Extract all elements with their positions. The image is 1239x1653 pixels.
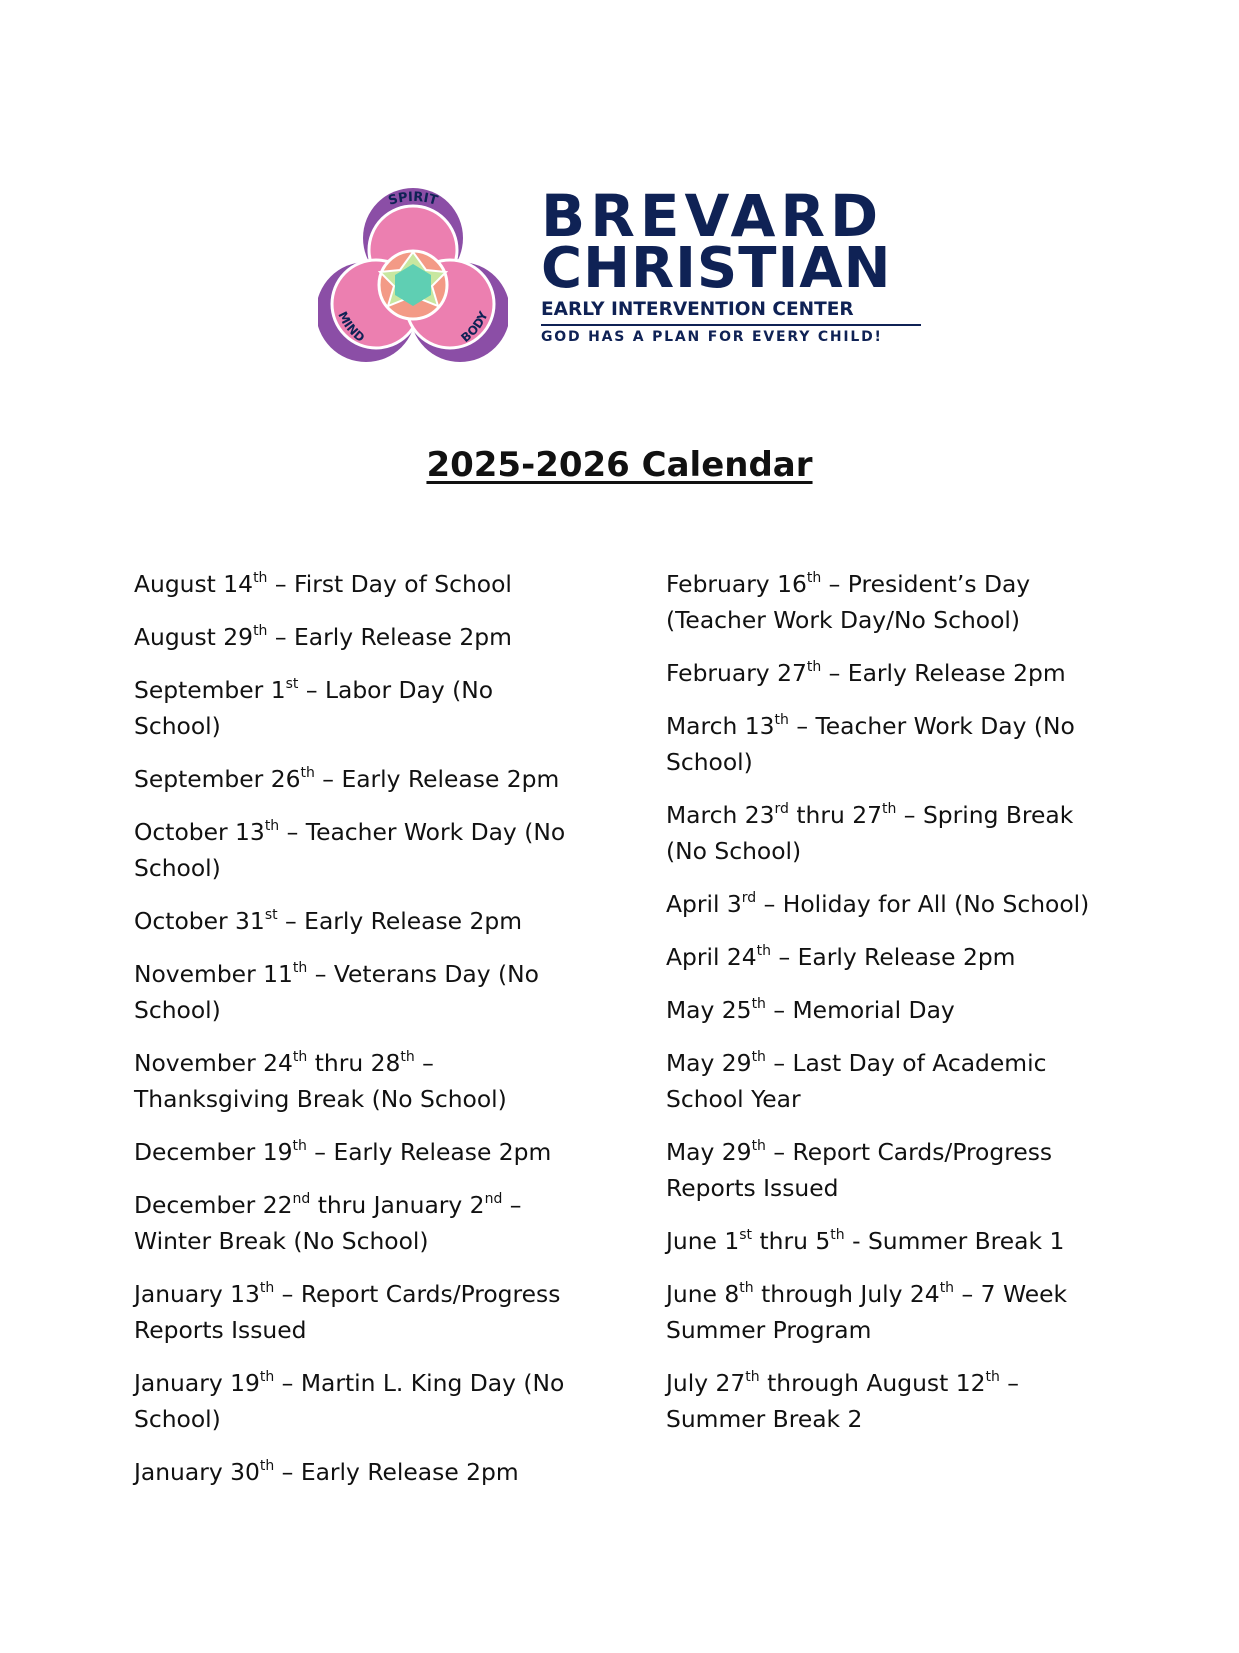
- calendar-entry: [134, 761, 624, 797]
- calendar-entry: [666, 1223, 1146, 1259]
- entry-text: March 13: [666, 712, 775, 740]
- ordinal-suffix: th: [292, 1138, 307, 1154]
- calendar-entry: [666, 1045, 1146, 1117]
- entry-text: October 13: [134, 818, 265, 846]
- entry-text: May 25: [666, 996, 752, 1024]
- ordinal-suffix: th: [774, 712, 789, 728]
- entry-text: Reports Issued: [666, 1174, 839, 1202]
- school-wordmark: [541, 182, 921, 348]
- calendar-entry: [666, 1134, 1146, 1206]
- entry-text: – Spring Break: [896, 801, 1074, 829]
- entry-text: – President’s Day: [821, 570, 1031, 598]
- entry-text: June 1: [666, 1227, 740, 1255]
- emblem-word-body: BODY: [458, 309, 491, 346]
- calendar-entry: [666, 992, 1146, 1028]
- ordinal-suffix: th: [985, 1369, 1000, 1385]
- entry-text: Winter Break (No School): [134, 1227, 429, 1255]
- entry-text: School): [134, 712, 221, 740]
- entry-text: –: [999, 1369, 1019, 1397]
- calendar-entry: [134, 956, 624, 1028]
- entry-text: School): [666, 748, 753, 776]
- ordinal-suffix: nd: [292, 1191, 311, 1207]
- entry-text: December 22: [134, 1191, 293, 1219]
- calendar-entry: [666, 797, 1146, 869]
- calendar-left-column: [134, 566, 624, 1507]
- calendar-entry: [134, 1134, 624, 1170]
- ordinal-suffix: th: [259, 1458, 275, 1474]
- entry-text: January 30: [134, 1458, 260, 1486]
- calendar-entry: [666, 655, 1146, 691]
- entry-text: October 31: [134, 907, 265, 935]
- entry-text: through August 12: [759, 1369, 986, 1397]
- entry-text: November 11: [134, 960, 293, 988]
- school-name-line1: BREVARD: [541, 182, 884, 250]
- entry-text: School): [134, 1405, 221, 1433]
- calendar-entry: [134, 814, 624, 886]
- calendar-entry: [666, 886, 1146, 922]
- entry-text: – Early Release 2pm: [771, 943, 1016, 971]
- entry-text: – Report Cards/Progress: [765, 1138, 1053, 1166]
- ordinal-suffix: th: [751, 996, 766, 1012]
- calendar-entry: [134, 1045, 624, 1117]
- entry-text: Summer Program: [666, 1316, 872, 1344]
- entry-text: – Veterans Day (No: [307, 960, 539, 988]
- ordinal-suffix: th: [292, 960, 308, 976]
- entry-text: April 3: [666, 890, 742, 918]
- entry-text: – Teacher Work Day (No: [279, 818, 566, 846]
- ordinal-suffix: th: [259, 1280, 275, 1296]
- entry-text: – Memorial Day: [765, 996, 955, 1024]
- entry-text: – Early Release 2pm: [314, 765, 560, 793]
- entry-text: September 1: [134, 676, 286, 704]
- emblem-word-mind: MIND: [335, 309, 368, 345]
- school-subtitle: EARLY INTERVENTION CENTER: [541, 298, 921, 326]
- entry-text: – Early Release 2pm: [277, 907, 523, 935]
- entry-text: – Holiday for All (No School): [756, 890, 1090, 918]
- ordinal-suffix: th: [400, 1049, 415, 1065]
- entry-text: thru January 2: [310, 1191, 485, 1219]
- entry-text: –: [414, 1049, 434, 1077]
- ordinal-suffix: st: [285, 676, 299, 692]
- calendar-entry: [134, 903, 624, 939]
- calendar-entry: [134, 619, 624, 655]
- entry-text: through July 24: [753, 1280, 940, 1308]
- entry-text: School): [134, 996, 221, 1024]
- entry-text: – Martin L. King Day (No: [274, 1369, 565, 1397]
- entry-text: (Teacher Work Day/No School): [666, 606, 1021, 634]
- entry-text: –: [502, 1191, 522, 1219]
- entry-text: November 24: [134, 1049, 293, 1077]
- ordinal-suffix: th: [264, 818, 280, 834]
- calendar-entry: [666, 1276, 1146, 1348]
- entry-text: – First Day of School: [267, 570, 512, 598]
- ordinal-suffix: th: [253, 623, 268, 639]
- calendar-entry: [666, 566, 1146, 638]
- entry-text: – Early Release 2pm: [274, 1458, 519, 1486]
- entry-text: August 29: [134, 623, 254, 651]
- entry-text: – Labor Day (No: [298, 676, 494, 704]
- entry-text: Reports Issued: [134, 1316, 307, 1344]
- ordinal-suffix: st: [739, 1227, 753, 1243]
- entry-text: – Early Release 2pm: [306, 1138, 552, 1166]
- entry-text: – Last Day of Academic: [765, 1049, 1047, 1077]
- school-tagline: GOD HAS A PLAN FOR EVERY CHILD!: [541, 329, 883, 345]
- entry-text: – Teacher Work Day (No: [788, 712, 1075, 740]
- entry-text: – Early Release 2pm: [821, 659, 1066, 687]
- ordinal-suffix: th: [739, 1280, 754, 1296]
- entry-text: Summer Break 2: [666, 1405, 863, 1433]
- ordinal-suffix: th: [806, 659, 822, 675]
- entry-text: December 19: [134, 1138, 293, 1166]
- entry-text: January 13: [134, 1280, 260, 1308]
- entry-text: School Year: [666, 1085, 801, 1113]
- ordinal-suffix: th: [259, 1369, 275, 1385]
- calendar-entry: [666, 1365, 1146, 1437]
- calendar-entry: [134, 1187, 624, 1259]
- entry-text: January 19: [134, 1369, 260, 1397]
- calendar-right-column: [666, 566, 1146, 1454]
- ordinal-suffix: th: [830, 1227, 845, 1243]
- ordinal-suffix: st: [264, 907, 278, 923]
- school-name-line2: CHRISTIAN: [541, 236, 892, 301]
- ordinal-suffix: th: [806, 570, 822, 586]
- ordinal-suffix: th: [745, 1369, 760, 1385]
- entry-text: - Summer Break 1: [844, 1227, 1065, 1255]
- ordinal-suffix: rd: [774, 801, 789, 817]
- ordinal-suffix: th: [882, 801, 897, 817]
- entry-text: June 8: [666, 1280, 740, 1308]
- ordinal-suffix: nd: [484, 1191, 503, 1207]
- ordinal-suffix: th: [751, 1049, 766, 1065]
- ordinal-suffix: th: [939, 1280, 955, 1296]
- entry-text: School): [134, 854, 221, 882]
- entry-text: thru 27: [788, 801, 882, 829]
- ordinal-suffix: rd: [741, 890, 757, 906]
- ordinal-suffix: th: [751, 1138, 766, 1154]
- calendar-entry: [134, 672, 624, 744]
- ordinal-suffix: th: [300, 765, 315, 781]
- entry-text: thru 28: [307, 1049, 401, 1077]
- calendar-entry: [666, 939, 1146, 975]
- emblem-word-spirit: SPIRIT: [386, 189, 440, 209]
- page-title: 2025-2026 Calendar: [426, 445, 813, 485]
- calendar-entry: [134, 1276, 624, 1348]
- entry-text: – Early Release 2pm: [267, 623, 512, 651]
- entry-text: April 24: [666, 943, 757, 971]
- entry-text: thru 5: [752, 1227, 831, 1255]
- entry-text: May 29: [666, 1138, 752, 1166]
- calendar-entry: [134, 1454, 624, 1490]
- entry-text: February 16: [666, 570, 807, 598]
- entry-text: – 7 Week: [954, 1280, 1068, 1308]
- entry-text: September 26: [134, 765, 301, 793]
- ordinal-suffix: th: [253, 570, 268, 586]
- calendar-entry: [666, 708, 1146, 780]
- entry-text: May 29: [666, 1049, 752, 1077]
- ordinal-suffix: th: [292, 1049, 308, 1065]
- calendar-entry: [134, 1365, 624, 1437]
- entry-text: March 23: [666, 801, 775, 829]
- entry-text: (No School): [666, 837, 802, 865]
- calendar-entry: [134, 566, 624, 602]
- trinity-emblem-icon: [318, 180, 508, 365]
- entry-text: – Report Cards/Progress: [274, 1280, 561, 1308]
- entry-text: July 27: [666, 1369, 746, 1397]
- entry-text: Thanksgiving Break (No School): [134, 1085, 507, 1113]
- entry-text: August 14: [134, 570, 254, 598]
- ordinal-suffix: th: [756, 943, 772, 959]
- entry-text: February 27: [666, 659, 807, 687]
- school-logo: [318, 180, 918, 380]
